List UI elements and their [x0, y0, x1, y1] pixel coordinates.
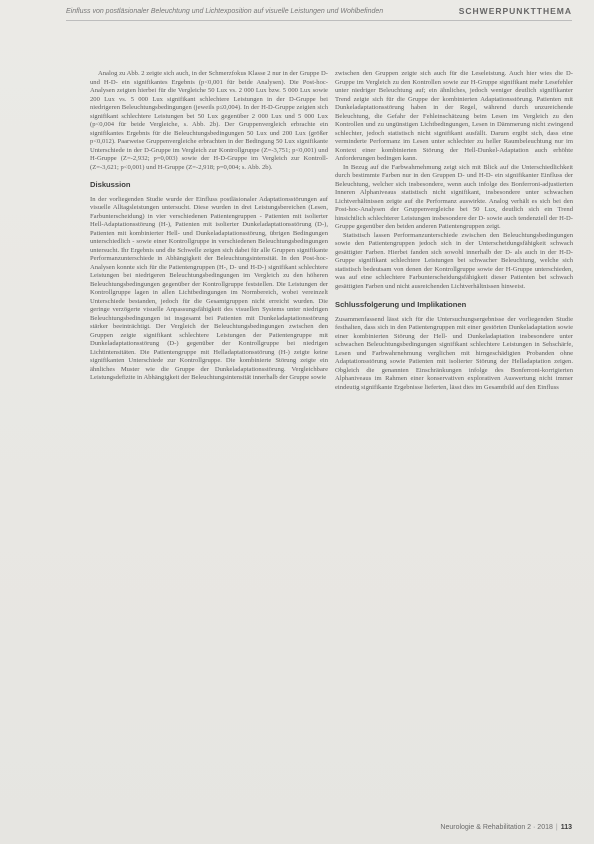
- paragraph: Statistisch lassen Performanzunterschiede zwischen den Beleuchtungsbedingungen sowie den Patientengruppen jedoch sich in der Unterscheidungsfähigkeit schwach gesättigter Farben. Hierbei fanden sich sowohl innerhalb der D- als auch in der H-D-Gruppe signifikant schlechtere Leistungen bei schwacher Beleuchtung, welche sich statistisch bedeutsam von denen der Kontrollgruppe sowie der H-Gruppe unterschieden, was auf eine schlechtere Farbunterscheidungsfähigkeit dieser Patienten bei schwach gesättigten Farben und nicht ausreichenden Lichtverhältnissen hinweist.: [335, 231, 573, 290]
- footer-separator: |: [555, 824, 558, 831]
- page-footer: [440, 824, 572, 831]
- right-column: [335, 70, 573, 392]
- page-number: 113: [560, 824, 572, 831]
- section-label: SCHWERPUNKTTHEMA: [458, 6, 572, 16]
- running-title: Einfluss von postläsionaler Beleuchtung und Lichtexposition auf visuelle Leistungen und Wohlbefinden: [66, 8, 384, 15]
- paragraph: Analog zu Abb. 2 zeigte sich auch, in der Schmerzfokus Klasse 2 nur in der Gruppe D- und H-D- ein signifikantes Ergebnis (p<0,001 für beide Analysen). Die Post-hoc-Analysen zeigten hierbei für die Vergleiche 50 Lux vs. 2 000 Lux bzw. 5 000 Lux sowie 200 Lux vs. 5 000 Lux signifikant schlechtere Leistungen in der D-Gruppe bei niedrigeren Beleuchtungsbedingungen (jeweils p≤0,004). In der H-D-Gruppe zeigten sich signifikant schlechtere Leistungen bei 50 Lux gegenüber 2 000 Lux und 5 000 Lux (p<0,004 für beide Vergleiche, s. Abb. 2b). Der Gruppenvergleich erbrachte ein signifikantes Ergebnis für die Beleuchtungsbedingungen 50 Lux und 200 Lux (größer p<0,012). Paarweise Gruppenvergleiche erbrachten in der Bedingung 50 Lux signifikante Unterschiede in der D-Gruppe im Vergleich zur Kontrollgruppe (Z=-3,751; p<0,001) und H-Gruppe (Z=-2,932; p=0,003) sowie der H-D-Gruppe im Vergleich zur Kontroll- (Z=-3,621; p<0,001) und H-Gruppe (Z=-2,918; p=0,004; s. Abb. 2b).: [90, 70, 328, 171]
- running-header: [66, 6, 572, 20]
- paragraph: Zusammenfassend lässt sich für die Untersuchungsergebnisse der vorliegenden Studie festhalten, dass sich in den Patientengruppen mit einer gestörten Dunkeladaptation sowie einer kombinierten Störung der Hell- und Dunkeladaptation insbesondere unter schwachen Beleuchtungsbedingungen signifikant schlechtere Leistungen in Sehschärfe, Lesen und Farbwahrnehmung verglichen mit hirngeschädigten Probanden ohne Adaptationsstörung sowie Patienten mit isolierter Störung der Helladaptation zeigen. Obgleich die genannten Einschränkungen infolge des Bonferroni-korrigierten Alphaniveaus im Rahmen einer konservativen explorativen Auswertung nicht immer eindeutig signifikante Ergebnisse lieferten, lässt dies im Gesamtbild auf den Einfluss: [335, 315, 573, 391]
- heading-diskussion: Diskussion: [90, 180, 131, 189]
- journal-name: Neurologie & Rehabilitation 2 · 2018: [440, 824, 553, 831]
- header-rule: [66, 20, 572, 21]
- paragraph: zwischen den Gruppen zeigte sich auch für die Leseleistung. Auch hier wies die D-Gruppe im Vergleich zu den Kontrollen sowie zur H-Gruppe signifikant mehr Lesefehler unter niedriger Beleuchtung auf; ein ähnliches, jedoch weniger deutlich signifikanter Trend zeigte sich für die Gruppe der kombinierten Adaptationsstörung. Patienten mit Dunkeladaptationsstörung haben in der Regel, während durch unzureichende Beleuchtung, die Gefahr der Fehleinschätzung beim Lesen im Vergleich zu den Kontrollen und zu ungünstigen Lichtbedingungen, Lesen in Dämmerung nicht zwingend schlechter, jedoch statistisch nicht signifikant ausfällt. Darum ergibt sich, dass eine verminderte Performanz im Lesen unter schlechter zu heller Raumbeleuchtung nur im Kontext einer kombinierten Störung der Hell-Dunkel-Adaptation auch erhöhte Anforderungen bedingen kann.: [335, 70, 573, 162]
- paragraph: In der vorliegenden Studie wurde der Einfluss postläsionaler Adaptationsstörungen auf visuelle Alltagsleistungen untersucht. Diese wurden in drei Leistungsbereichen (Lesen, Farbunterscheidung) in vier verschiedenen Patientengruppen - Patienten mit isolierter Hell-Adaptationsstörung (H-), Patienten mit isolierter Dunkeladaptationsstörung (D-), Patienten mit kombinierter Hell- und Dunkeladaptationsstörung, übrigen Bedingungen unterschiedlich - sowie einer Kontrollgruppe in verschiedenen Beleuchtungsbedingungen untersucht. Ihr Ergebnis und die Schwelle zeigen sich dabei für alle Gruppen signifikante Performanzunterschiede in Abhängigkeit der Beleuchtungsintensität. In den Post-hoc-Analysen konnte sich für die Patientengruppen (H-, D- und H-D-) signifikant schlechtere Leistungen bei niedrigeren Beleuchtungsbedingungen im Vergleich zu den höheren Beleuchtungsbedingungen gegenüber der Kontrollgruppe feststellen. Die Leistungen der Kontrollgruppe lagen in allen Lichtbedingungen im Normbereich, wobei vereinzelt Unterschiede bestanden, jedoch für die Gesamtgruppen nicht erreicht wurden. Die geringe verzögerte visuelle Anpassungsfähigkeit des visuellen Systems unter niedrigen Beleuchtungsbedingungen ist insgesamt bei Patienten mit Dunkeladaptationsstörung stärker beeinträchtigt. Der Vergleich der Beleuchtungsbedingungen zwischen den Gruppen zeigte signifikant schlechtere Leistungen der Patientengruppe mit Dunkeladaptationsstörung (D-) gegenüber der Kontrollgruppe bei niedrigen Lichtintensitäten. Die Patientengruppe mit Helladaptationsstörung (H-) zeigte keine signifikanten Unterschiede zur Kontrollgruppe. Die kombinierte Störung zeigte ein ähnliches Muster wie die Gruppe der Dunkeladaptationsstörung. Vergleichbare Leistungsdefizite in Abhängigkeit der Beleuchtungsintensität innerhalb der Gruppe sowie: [90, 195, 328, 381]
- left-column: [90, 70, 328, 383]
- paragraph: In Bezug auf die Farbwahrnehmung zeigt sich mit Blick auf die Unterschiedlichkeit durch bestimmte Farben nur in den Gruppen D- und H-D- ein signifikanter Einfluss der Beleuchtung, welcher sich insbesondere, wenn auch infolge des Bonferroni-adjustierten Inneren Alphaniveaus statistisch nicht signifikant, insbesondere unter schwachen Lichtverhältnissen zeigte auf die Performanz auswirkte. Analog verhält es sich bei den Post-hoc-Analysen der Gruppenvergleiche bei 50 Lux, deutlich sich ein Trend hinsichtlich schlechterer Leistungen insbesondere der D- sowie auch tendenziell der H-D-Gruppe gegenüber den beiden anderen Patientengruppen zeigt.: [335, 163, 573, 230]
- heading-schlussfolgerung: Schlussfolgerung und Implikationen: [335, 300, 467, 309]
